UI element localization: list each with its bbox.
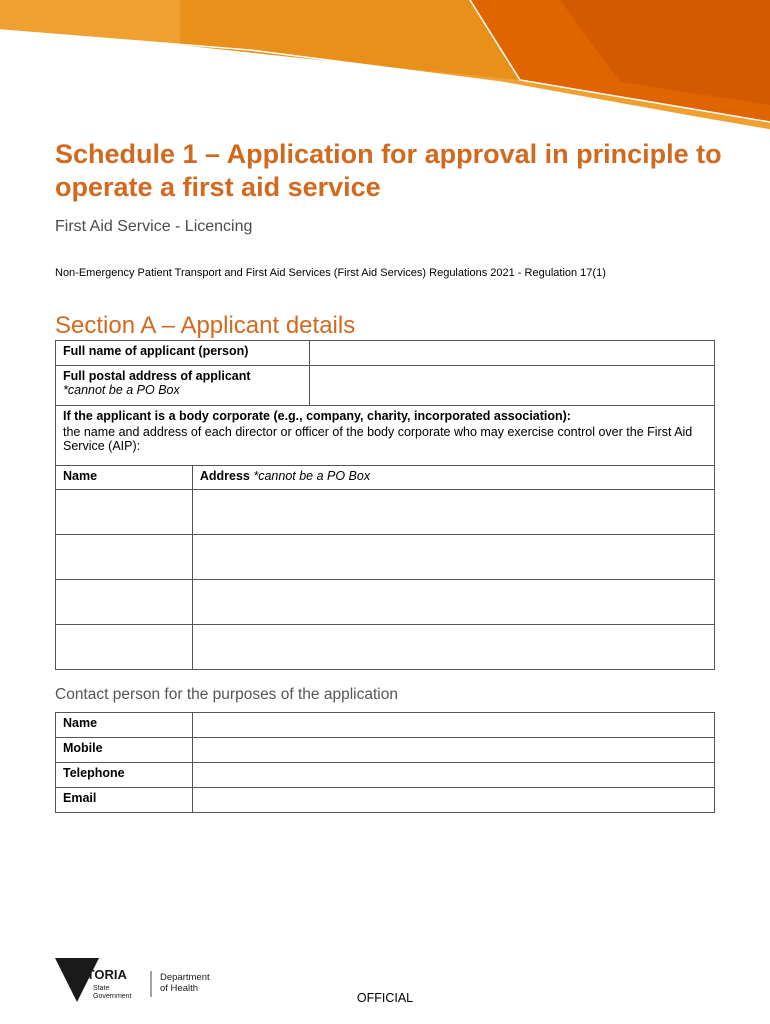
postal-address-label-cell xyxy=(56,366,310,406)
page-subtitle: First Aid Service - Licencing xyxy=(55,218,253,235)
body-corporate-cell xyxy=(56,406,715,466)
full-name-field[interactable] xyxy=(309,341,714,366)
director-address-field[interactable] xyxy=(192,580,714,625)
classification-label: OFFICIAL xyxy=(356,991,414,1005)
director-address-note: *cannot be a PO Box xyxy=(253,469,371,483)
director-address-field[interactable] xyxy=(192,490,714,535)
header-banner xyxy=(0,0,770,130)
contact-name-field[interactable] xyxy=(192,713,714,738)
body-corporate-label: If the applicant is a body corporate (e.g., company, charity, incorporated association): xyxy=(63,409,571,423)
director-address-header-cell xyxy=(192,466,714,490)
director-name-field[interactable] xyxy=(56,490,193,535)
postal-address-note: *cannot be a PO Box xyxy=(63,383,180,397)
logo-government: Government xyxy=(93,993,132,1000)
body-corporate-text: the name and address of each director or officer of the body corporate who may exercise control over the First Aid Service (AIP): xyxy=(63,425,693,453)
contact-email-label: Email xyxy=(56,788,193,813)
contact-mobile-field[interactable] xyxy=(192,738,714,763)
contact-person-heading: Contact person for the purposes of the application xyxy=(55,686,398,703)
contact-mobile-label: Mobile xyxy=(56,738,193,763)
director-address-field[interactable] xyxy=(192,535,714,580)
page-title: Schedule 1 – Application for approval in principle to operate a first aid service xyxy=(55,139,722,202)
director-name-field[interactable] xyxy=(56,625,193,670)
contact-name-label: Name xyxy=(56,713,193,738)
contact-email-field[interactable] xyxy=(192,788,714,813)
contact-person-table xyxy=(55,712,715,813)
director-name-field[interactable] xyxy=(56,535,193,580)
contact-telephone-field[interactable] xyxy=(192,763,714,788)
regulation-reference: Non-Emergency Patient Transport and First Aid Services (First Aid Services) Regulations 2021 - Regulation 17(1) xyxy=(55,267,606,279)
director-address-field[interactable] xyxy=(192,625,714,670)
logo-wordmark: VICTORIA xyxy=(65,967,127,982)
contact-telephone-label: Telephone xyxy=(56,763,193,788)
applicant-details-table xyxy=(55,340,715,670)
department-line-1: Department xyxy=(160,972,210,983)
section-a-heading: Section A – Applicant details xyxy=(55,312,356,339)
department-line-2: of Health xyxy=(160,983,199,994)
postal-address-field[interactable] xyxy=(309,366,714,406)
director-address-header: Address xyxy=(199,469,250,483)
director-name-header: Name xyxy=(56,466,193,490)
director-name-field[interactable] xyxy=(56,580,193,625)
logo-state: State xyxy=(93,985,110,992)
postal-address-label: Full postal address of applicant xyxy=(63,369,251,383)
full-name-label: Full name of applicant (person) xyxy=(56,341,310,366)
